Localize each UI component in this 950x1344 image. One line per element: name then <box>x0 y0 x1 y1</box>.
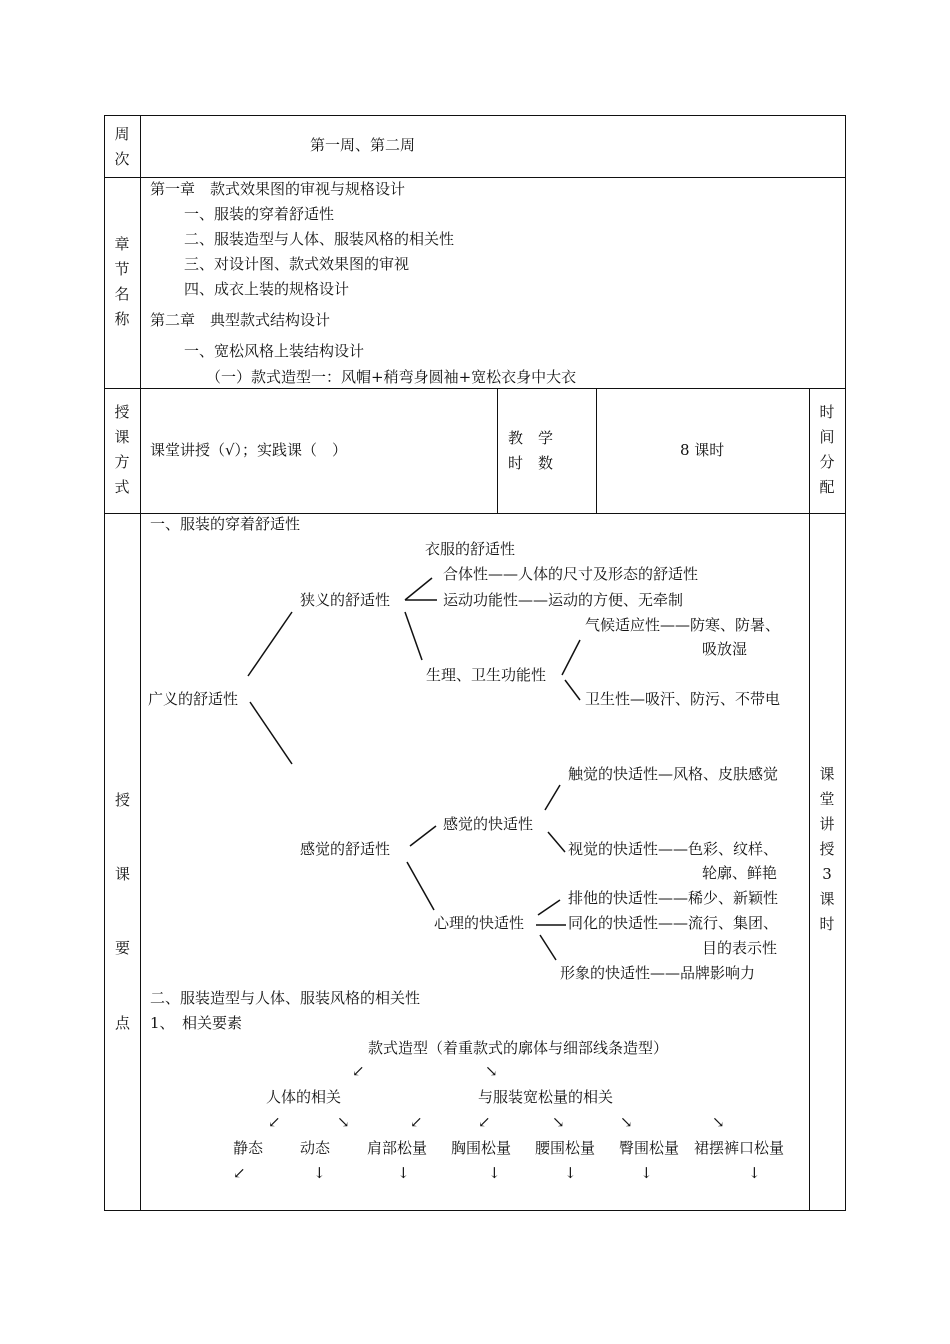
arrow-down-hem: ↓ <box>748 1164 761 1182</box>
arrow-sw-4: ↙ <box>478 1113 491 1131</box>
key-points-label-4: 点 <box>115 1014 131 1032</box>
key-points-label-3: 要 <box>115 939 131 957</box>
hours-label-1: 教 学 <box>508 429 554 447</box>
week-value: 第一周、第二周 <box>310 136 416 154</box>
week-label: 周 次 <box>114 125 130 168</box>
chapter-line-1: 第一章 款式效果图的审视与规格设计 <box>150 180 406 198</box>
chapter-line-3: 二、服装造型与人体、服装风格的相关性 <box>184 230 455 248</box>
arrow-se-1: ↘ <box>485 1062 498 1080</box>
chapter-label: 章 节 名 称 <box>114 235 130 328</box>
chapter-line-4: 三、对设计图、款式效果图的审视 <box>184 255 410 273</box>
visual-pleasure-1: 视觉的快适性——色彩、纹样、 <box>568 840 779 858</box>
arrow-down-static: ↙ <box>233 1164 246 1182</box>
hours-value: 8 课时 <box>680 441 725 459</box>
arrow-se-5: ↘ <box>712 1113 725 1131</box>
arrow-down-dynamic: ↓ <box>313 1164 326 1182</box>
key-points-label-1: 授 <box>115 791 131 809</box>
shoulder-ease: 肩部松量 <box>367 1139 428 1157</box>
arrow-sw-1: ↙ <box>352 1062 365 1080</box>
motion-comfort: 运动功能性——运动的方便、无牵制 <box>443 591 684 609</box>
arrow-down-waist: ↓ <box>564 1164 577 1182</box>
section1-title: 一、服装的穿着舒适性 <box>150 515 301 533</box>
fit-comfort: 合体性——人体的尺寸及形态的舒适性 <box>443 565 699 583</box>
chapter-line-7: 一、宽松风格上装结构设计 <box>184 342 365 360</box>
arrow-sw-2: ↙ <box>268 1113 281 1131</box>
assimilate-pleasure-2: 目的表示性 <box>702 939 778 957</box>
ease-relation: 与服装宽松量的相关 <box>478 1088 614 1106</box>
broad-comfort: 广义的舒适性 <box>148 690 239 708</box>
chapter-line-2: 一、服装的穿着舒适性 <box>184 205 335 223</box>
exclusive-pleasure: 排他的快适性——稀少、新颖性 <box>568 889 779 907</box>
arrow-down-shoulder: ↓ <box>397 1164 410 1182</box>
lecture-alloc: 课 堂 讲 授 3 课 时 <box>819 765 835 933</box>
hygiene-comfort: 卫生性—吸汗、防污、不带电 <box>585 690 781 708</box>
arrow-se-2: ↘ <box>337 1113 350 1131</box>
dynamic-body: 动态 <box>300 1139 331 1157</box>
arrow-se-3: ↘ <box>552 1113 565 1131</box>
arrow-se-4: ↘ <box>620 1113 633 1131</box>
physio-comfort: 生理、卫生功能性 <box>426 666 547 684</box>
psych-pleasure: 心理的快适性 <box>434 914 525 932</box>
clothing-comfort: 衣服的舒适性 <box>425 540 516 558</box>
touch-pleasure: 触觉的快适性—风格、皮肤感觉 <box>568 765 779 783</box>
chapter-line-8: （一）款式造型一：风帽+稍弯身圆袖+宽松衣身中大衣 <box>206 368 577 386</box>
arrow-sw-3: ↙ <box>410 1113 423 1131</box>
section2-title: 二、服装造型与人体、服装风格的相关性 <box>150 989 421 1007</box>
assimilate-pleasure-1: 同化的快适性——流行、集团、 <box>568 914 779 932</box>
waist-ease: 腰围松量 <box>535 1139 596 1157</box>
key-points-label-2: 课 <box>115 865 131 883</box>
alloc-label: 时 间 分 配 <box>819 403 835 496</box>
narrow-comfort: 狭义的舒适性 <box>300 591 391 609</box>
sense-pleasure: 感觉的快适性 <box>443 815 534 833</box>
method-value: 课堂讲授（√）；实践课（ ） <box>150 441 348 459</box>
climate-comfort-1: 气候适应性——防寒、防暑、 <box>585 616 781 634</box>
related-elements: 1、 相关要素 <box>150 1014 243 1032</box>
style-root: 款式造型（着重款式的廓体与细部线条造型） <box>368 1039 669 1057</box>
chapter-line-6: 第二章 典型款式结构设计 <box>150 311 331 329</box>
chest-ease: 胸围松量 <box>451 1139 512 1157</box>
arrow-down-hip: ↓ <box>640 1164 653 1182</box>
climate-comfort-2: 吸放湿 <box>702 640 748 658</box>
hem-ease: 裙摆裤口松量 <box>694 1139 785 1157</box>
sensory-comfort: 感觉的舒适性 <box>300 840 391 858</box>
image-pleasure: 形象的快适性——品牌影响力 <box>560 964 756 982</box>
static-body: 静态 <box>233 1139 264 1157</box>
body-relation: 人体的相关 <box>266 1088 342 1106</box>
chapter-line-5: 四、成衣上装的规格设计 <box>184 280 350 298</box>
hip-ease: 臀围松量 <box>619 1139 680 1157</box>
visual-pleasure-2: 轮廓、鲜艳 <box>702 864 778 882</box>
method-label: 授 课 方 式 <box>114 403 130 496</box>
hours-label-2: 时 数 <box>508 454 554 472</box>
arrow-down-chest: ↓ <box>488 1164 501 1182</box>
